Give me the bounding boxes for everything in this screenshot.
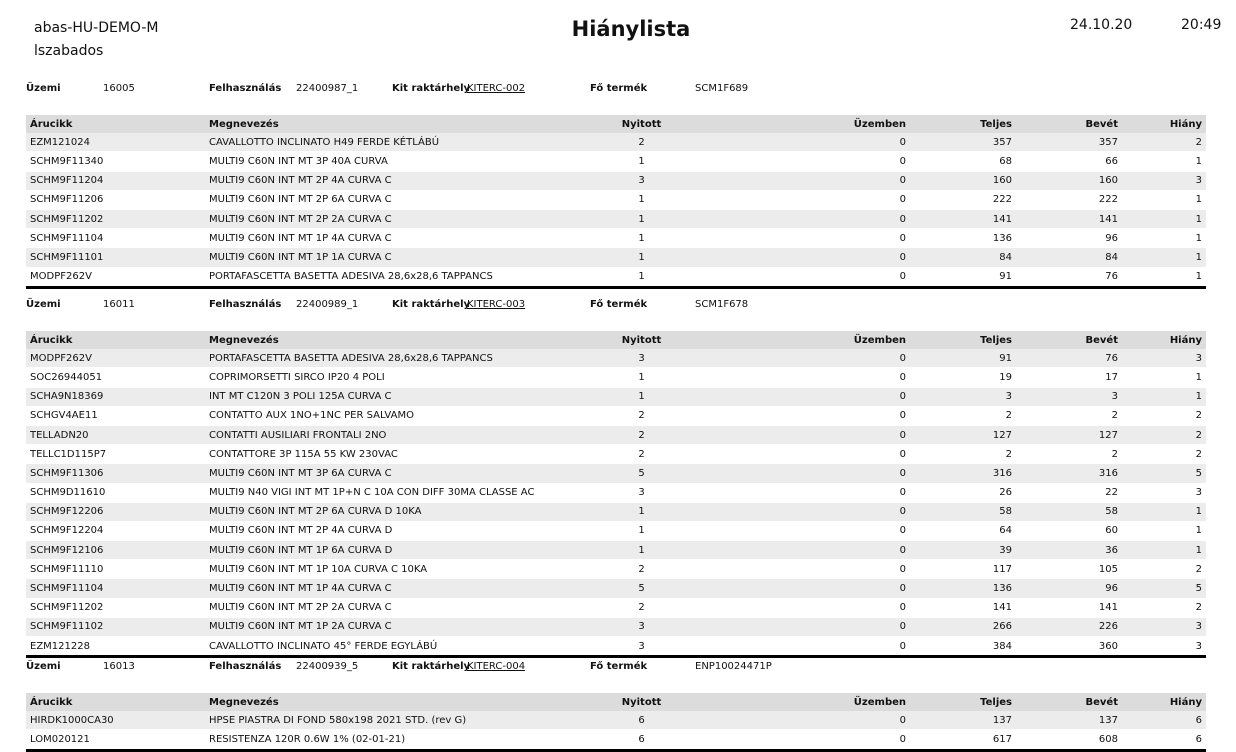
cell-megnevezes: MULTI9 C60N INT MT 2P 4A CURVA D xyxy=(205,521,571,540)
cell-megnevezes: MULTI9 C60N INT MT 2P 2A CURVA C xyxy=(205,209,571,228)
shortage-table xyxy=(26,331,1206,658)
cell-megnevezes: MULTI9 C60N INT MT 2P 6A CURVA C xyxy=(205,190,571,209)
cell-uzemben: 0 xyxy=(712,152,910,171)
table-row xyxy=(26,368,1206,387)
column-header-megnevezes: Megnevezés xyxy=(205,331,571,349)
cell-teljes: 91 xyxy=(910,349,1016,368)
cell-megnevezes: MULTI9 C60N INT MT 1P 4A CURVA C xyxy=(205,229,571,248)
column-header-hiany: Hiány xyxy=(1122,331,1206,349)
cell-bevet: 96 xyxy=(1016,229,1122,248)
cell-teljes: 19 xyxy=(910,368,1016,387)
cell-teljes: 39 xyxy=(910,541,1016,560)
cell-nyitott: 3 xyxy=(571,349,712,368)
cell-bevet: 96 xyxy=(1016,579,1122,598)
cell-bevet: 2 xyxy=(1016,445,1122,464)
cell-hiany: 6 xyxy=(1122,711,1206,730)
cell-megnevezes: MULTI9 C60N INT MT 1P 6A CURVA D xyxy=(205,541,571,560)
cell-arucikk: SCHM9F12204 xyxy=(26,521,205,540)
table-header-row xyxy=(26,115,1206,133)
cell-arucikk: SCHGV4AE11 xyxy=(26,406,205,425)
cell-megnevezes: INT MT C120N 3 POLI 125A CURVA C xyxy=(205,387,571,406)
cell-arucikk: SCHA9N18369 xyxy=(26,387,205,406)
cell-teljes: 64 xyxy=(910,521,1016,540)
cell-teljes: 222 xyxy=(910,190,1016,209)
cell-bevet: 608 xyxy=(1016,730,1122,750)
cell-teljes: 84 xyxy=(910,248,1016,267)
cell-bevet: 222 xyxy=(1016,190,1122,209)
cell-uzemben: 0 xyxy=(712,579,910,598)
cell-hiany: 1 xyxy=(1122,267,1206,287)
table-row xyxy=(26,521,1206,540)
uzemi-value: 16011 xyxy=(103,299,135,310)
cell-hiany: 3 xyxy=(1122,483,1206,502)
cell-uzemben: 0 xyxy=(712,349,910,368)
cell-hiany: 3 xyxy=(1122,637,1206,657)
uzemi-label: Üzemi xyxy=(26,299,61,310)
column-header-bevet: Bevét xyxy=(1016,115,1122,133)
uzemi-label: Üzemi xyxy=(26,661,61,672)
cell-teljes: 26 xyxy=(910,483,1016,502)
cell-uzemben: 0 xyxy=(712,637,910,657)
cell-teljes: 141 xyxy=(910,209,1016,228)
cell-uzemben: 0 xyxy=(712,483,910,502)
cell-arucikk: SCHM9F11340 xyxy=(26,152,205,171)
table-row xyxy=(26,349,1206,368)
cell-hiany: 2 xyxy=(1122,445,1206,464)
cell-hiany: 1 xyxy=(1122,521,1206,540)
fotermek-label: Fő termék xyxy=(590,299,648,310)
kit-label: Kit raktárhely xyxy=(392,299,471,310)
column-header-uzemben: Üzemben xyxy=(712,693,910,711)
cell-nyitott: 1 xyxy=(571,521,712,540)
cell-bevet: 66 xyxy=(1016,152,1122,171)
cell-megnevezes: MULTI9 C60N INT MT 2P 4A CURVA C xyxy=(205,171,571,190)
cell-bevet: 60 xyxy=(1016,521,1122,540)
column-header-teljes: Teljes xyxy=(910,115,1016,133)
column-header-megnevezes: Megnevezés xyxy=(205,693,571,711)
cell-uzemben: 0 xyxy=(712,209,910,228)
column-header-bevet: Bevét xyxy=(1016,331,1122,349)
kit-label: Kit raktárhely xyxy=(392,83,471,94)
cell-teljes: 2 xyxy=(910,445,1016,464)
cell-bevet: 226 xyxy=(1016,617,1122,636)
cell-bevet: 76 xyxy=(1016,267,1122,287)
kit-link[interactable]: KITERC-002 xyxy=(467,83,526,94)
cell-nyitott: 2 xyxy=(571,598,712,617)
table-row xyxy=(26,152,1206,171)
cell-nyitott: 1 xyxy=(571,209,712,228)
cell-uzemben: 0 xyxy=(712,598,910,617)
table-row xyxy=(26,171,1206,190)
cell-arucikk: EZM121228 xyxy=(26,637,205,657)
cell-hiany: 1 xyxy=(1122,541,1206,560)
cell-uzemben: 0 xyxy=(712,248,910,267)
cell-hiany: 1 xyxy=(1122,248,1206,267)
table-row xyxy=(26,598,1206,617)
cell-megnevezes: HPSE PIASTRA DI FOND 580x198 2021 STD. (rev G) xyxy=(205,711,571,730)
report-section xyxy=(26,657,1206,752)
cell-arucikk: SCHM9F11306 xyxy=(26,464,205,483)
cell-bevet: 141 xyxy=(1016,598,1122,617)
cell-uzemben: 0 xyxy=(712,502,910,521)
column-header-nyitott: Nyitott xyxy=(571,331,712,349)
column-header-bevet: Bevét xyxy=(1016,693,1122,711)
column-header-uzemben: Üzemben xyxy=(712,331,910,349)
cell-teljes: 141 xyxy=(910,598,1016,617)
cell-arucikk: TELLC1D115P7 xyxy=(26,445,205,464)
cell-megnevezes: CAVALLOTTO INCLINATO 45° FERDE EGYLÁBÚ xyxy=(205,637,571,657)
table-row xyxy=(26,483,1206,502)
table-row xyxy=(26,133,1206,152)
fotermek-value: SCM1F678 xyxy=(695,299,749,310)
cell-arucikk: MODPF262V xyxy=(26,349,205,368)
felhasznalas-label: Felhasználás xyxy=(209,661,282,672)
cell-uzemben: 0 xyxy=(712,171,910,190)
cell-nyitott: 1 xyxy=(571,229,712,248)
fotermek-label: Fő termék xyxy=(590,83,648,94)
cell-nyitott: 1 xyxy=(571,387,712,406)
cell-bevet: 141 xyxy=(1016,209,1122,228)
cell-hiany: 1 xyxy=(1122,229,1206,248)
column-header-nyitott: Nyitott xyxy=(571,693,712,711)
cell-teljes: 3 xyxy=(910,387,1016,406)
cell-teljes: 357 xyxy=(910,133,1016,152)
cell-hiany: 5 xyxy=(1122,579,1206,598)
column-header-arucikk: Árucikk xyxy=(26,693,205,711)
cell-arucikk: SCHM9F11202 xyxy=(26,598,205,617)
column-header-hiany: Hiány xyxy=(1122,693,1206,711)
table-row xyxy=(26,560,1206,579)
cell-teljes: 117 xyxy=(910,560,1016,579)
cell-arucikk: SCHM9F11104 xyxy=(26,579,205,598)
cell-uzemben: 0 xyxy=(712,368,910,387)
report-time: 20:49 xyxy=(1181,17,1222,33)
kit-label: Kit raktárhely xyxy=(392,661,471,672)
felhasznalas-label: Felhasználás xyxy=(209,299,282,310)
cell-hiany: 1 xyxy=(1122,368,1206,387)
cell-uzemben: 0 xyxy=(712,464,910,483)
cell-megnevezes: PORTAFASCETTA BASETTA ADESIVA 28,6x28,6 TAPPANCS xyxy=(205,267,571,287)
column-header-teljes: Teljes xyxy=(910,693,1016,711)
cell-arucikk: HIRDK1000CA30 xyxy=(26,711,205,730)
cell-teljes: 617 xyxy=(910,730,1016,750)
cell-uzemben: 0 xyxy=(712,229,910,248)
cell-arucikk: SCHM9D11610 xyxy=(26,483,205,502)
cell-nyitott: 1 xyxy=(571,541,712,560)
cell-uzemben: 0 xyxy=(712,267,910,287)
felhasznalas-value: 22400989_1 xyxy=(296,299,359,310)
cell-uzemben: 0 xyxy=(712,541,910,560)
cell-teljes: 136 xyxy=(910,579,1016,598)
fotermek-value: SCM1F689 xyxy=(695,83,749,94)
uzemi-value: 16005 xyxy=(103,83,135,94)
shortage-table xyxy=(26,115,1206,289)
cell-uzemben: 0 xyxy=(712,445,910,464)
cell-megnevezes: MULTI9 C60N INT MT 1P 2A CURVA C xyxy=(205,617,571,636)
cell-teljes: 58 xyxy=(910,502,1016,521)
cell-teljes: 68 xyxy=(910,152,1016,171)
cell-megnevezes: MULTI9 C60N INT MT 2P 6A CURVA D 10KA xyxy=(205,502,571,521)
cell-hiany: 2 xyxy=(1122,406,1206,425)
cell-nyitott: 3 xyxy=(571,171,712,190)
cell-arucikk: SCHM9F11101 xyxy=(26,248,205,267)
cell-hiany: 2 xyxy=(1122,133,1206,152)
cell-hiany: 1 xyxy=(1122,190,1206,209)
cell-hiany: 1 xyxy=(1122,502,1206,521)
cell-bevet: 76 xyxy=(1016,349,1122,368)
cell-arucikk: MODPF262V xyxy=(26,267,205,287)
cell-teljes: 137 xyxy=(910,711,1016,730)
cell-hiany: 2 xyxy=(1122,425,1206,444)
cell-megnevezes: CONTATTO AUX 1NO+1NC PER SALVAMO xyxy=(205,406,571,425)
cell-bevet: 36 xyxy=(1016,541,1122,560)
cell-teljes: 136 xyxy=(910,229,1016,248)
section-meta xyxy=(26,79,1206,115)
cell-teljes: 127 xyxy=(910,425,1016,444)
report-section xyxy=(26,79,1206,289)
cell-arucikk: SCHM9F12106 xyxy=(26,541,205,560)
cell-uzemben: 0 xyxy=(712,406,910,425)
cell-bevet: 137 xyxy=(1016,711,1122,730)
table-row xyxy=(26,730,1206,750)
cell-hiany: 5 xyxy=(1122,464,1206,483)
table-row xyxy=(26,267,1206,287)
report-date: 24.10.20 xyxy=(1070,17,1133,33)
cell-nyitott: 2 xyxy=(571,133,712,152)
cell-megnevezes: CONTATTI AUSILIARI FRONTALI 2NO xyxy=(205,425,571,444)
cell-hiany: 2 xyxy=(1122,598,1206,617)
fotermek-label: Fő termék xyxy=(590,661,648,672)
cell-arucikk: SCHM9F11102 xyxy=(26,617,205,636)
cell-nyitott: 6 xyxy=(571,711,712,730)
section-meta xyxy=(26,657,1206,693)
cell-nyitott: 3 xyxy=(571,483,712,502)
column-header-nyitott: Nyitott xyxy=(571,115,712,133)
table-row xyxy=(26,406,1206,425)
cell-nyitott: 2 xyxy=(571,425,712,444)
table-row xyxy=(26,464,1206,483)
felhasznalas-value: 22400987_1 xyxy=(296,83,359,94)
cell-megnevezes: MULTI9 C60N INT MT 1P 4A CURVA C xyxy=(205,579,571,598)
column-header-hiany: Hiány xyxy=(1122,115,1206,133)
table-row xyxy=(26,711,1206,730)
column-header-arucikk: Árucikk xyxy=(26,331,205,349)
table-row xyxy=(26,637,1206,657)
cell-teljes: 384 xyxy=(910,637,1016,657)
cell-nyitott: 6 xyxy=(571,730,712,750)
cell-nyitott: 2 xyxy=(571,406,712,425)
fotermek-value: ENP10024471P xyxy=(695,661,772,672)
section-meta xyxy=(26,295,1206,331)
cell-teljes: 266 xyxy=(910,617,1016,636)
cell-arucikk: SCHM9F11206 xyxy=(26,190,205,209)
cell-arucikk: SOC26944051 xyxy=(26,368,205,387)
cell-megnevezes: CAVALLOTTO INCLINATO H49 FERDE KÉTLÁBÚ xyxy=(205,133,571,152)
cell-bevet: 17 xyxy=(1016,368,1122,387)
cell-megnevezes: MULTI9 C60N INT MT 3P 6A CURVA C xyxy=(205,464,571,483)
table-header-row xyxy=(26,331,1206,349)
cell-nyitott: 3 xyxy=(571,617,712,636)
cell-bevet: 22 xyxy=(1016,483,1122,502)
cell-hiany: 3 xyxy=(1122,349,1206,368)
cell-megnevezes: CONTATTORE 3P 115A 55 KW 230VAC xyxy=(205,445,571,464)
table-header-row xyxy=(26,693,1206,711)
table-row xyxy=(26,541,1206,560)
uzemi-label: Üzemi xyxy=(26,83,61,94)
table-row xyxy=(26,502,1206,521)
cell-nyitott: 2 xyxy=(571,445,712,464)
cell-arucikk: SCHM9F11204 xyxy=(26,171,205,190)
cell-megnevezes: RESISTENZA 120R 0.6W 1% (02-01-21) xyxy=(205,730,571,750)
company-name: abas-HU-DEMO-M xyxy=(34,20,159,36)
cell-arucikk: SCHM9F11110 xyxy=(26,560,205,579)
cell-bevet: 84 xyxy=(1016,248,1122,267)
table-row xyxy=(26,387,1206,406)
table-row xyxy=(26,209,1206,228)
cell-megnevezes: MULTI9 C60N INT MT 1P 1A CURVA C xyxy=(205,248,571,267)
user-name: lszabados xyxy=(34,43,104,59)
cell-uzemben: 0 xyxy=(712,190,910,209)
cell-hiany: 1 xyxy=(1122,387,1206,406)
report-section xyxy=(26,295,1206,658)
cell-megnevezes: MULTI9 C60N INT MT 1P 10A CURVA C 10KA xyxy=(205,560,571,579)
report-title: Hiánylista xyxy=(571,17,691,41)
cell-uzemben: 0 xyxy=(712,711,910,730)
cell-hiany: 1 xyxy=(1122,209,1206,228)
cell-nyitott: 1 xyxy=(571,368,712,387)
table-row xyxy=(26,425,1206,444)
cell-teljes: 316 xyxy=(910,464,1016,483)
column-header-megnevezes: Megnevezés xyxy=(205,115,571,133)
cell-bevet: 127 xyxy=(1016,425,1122,444)
table-row xyxy=(26,445,1206,464)
cell-uzemben: 0 xyxy=(712,617,910,636)
cell-bevet: 357 xyxy=(1016,133,1122,152)
cell-hiany: 2 xyxy=(1122,560,1206,579)
cell-megnevezes: MULTI9 N40 VIGI INT MT 1P+N C 10A CON DIFF 30MA CLASSE AC xyxy=(205,483,571,502)
cell-hiany: 6 xyxy=(1122,730,1206,750)
cell-nyitott: 3 xyxy=(571,637,712,657)
column-header-teljes: Teljes xyxy=(910,331,1016,349)
cell-nyitott: 2 xyxy=(571,560,712,579)
uzemi-value: 16013 xyxy=(103,661,135,672)
cell-uzemben: 0 xyxy=(712,387,910,406)
table-row xyxy=(26,229,1206,248)
cell-hiany: 3 xyxy=(1122,617,1206,636)
cell-megnevezes: PORTAFASCETTA BASETTA ADESIVA 28,6x28,6 TAPPANCS xyxy=(205,349,571,368)
felhasznalas-value: 22400939_5 xyxy=(296,661,359,672)
column-header-uzemben: Üzemben xyxy=(712,115,910,133)
cell-bevet: 3 xyxy=(1016,387,1122,406)
felhasznalas-label: Felhasználás xyxy=(209,83,282,94)
cell-nyitott: 5 xyxy=(571,579,712,598)
table-row xyxy=(26,617,1206,636)
cell-arucikk: SCHM9F11202 xyxy=(26,209,205,228)
cell-nyitott: 1 xyxy=(571,248,712,267)
cell-nyitott: 5 xyxy=(571,464,712,483)
column-header-arucikk: Árucikk xyxy=(26,115,205,133)
cell-arucikk: EZM121024 xyxy=(26,133,205,152)
cell-bevet: 58 xyxy=(1016,502,1122,521)
cell-nyitott: 1 xyxy=(571,152,712,171)
cell-bevet: 360 xyxy=(1016,637,1122,657)
table-row xyxy=(26,248,1206,267)
cell-arucikk: SCHM9F11104 xyxy=(26,229,205,248)
cell-uzemben: 0 xyxy=(712,133,910,152)
kit-link[interactable]: KITERC-004 xyxy=(467,661,526,672)
table-row xyxy=(26,190,1206,209)
cell-teljes: 2 xyxy=(910,406,1016,425)
cell-nyitott: 1 xyxy=(571,267,712,287)
cell-nyitott: 1 xyxy=(571,502,712,521)
cell-teljes: 91 xyxy=(910,267,1016,287)
cell-arucikk: TELLADN20 xyxy=(26,425,205,444)
cell-teljes: 160 xyxy=(910,171,1016,190)
shortage-table xyxy=(26,693,1206,752)
cell-uzemben: 0 xyxy=(712,521,910,540)
cell-hiany: 3 xyxy=(1122,171,1206,190)
cell-arucikk: SCHM9F12206 xyxy=(26,502,205,521)
table-row xyxy=(26,579,1206,598)
cell-megnevezes: MULTI9 C60N INT MT 3P 40A CURVA xyxy=(205,152,571,171)
kit-link[interactable]: KITERC-003 xyxy=(467,299,526,310)
cell-megnevezes: MULTI9 C60N INT MT 2P 2A CURVA C xyxy=(205,598,571,617)
cell-uzemben: 0 xyxy=(712,560,910,579)
cell-uzemben: 0 xyxy=(712,425,910,444)
cell-bevet: 316 xyxy=(1016,464,1122,483)
cell-bevet: 2 xyxy=(1016,406,1122,425)
cell-arucikk: LOM020121 xyxy=(26,730,205,750)
cell-megnevezes: COPRIMORSETTI SIRCO IP20 4 POLI xyxy=(205,368,571,387)
cell-nyitott: 1 xyxy=(571,190,712,209)
cell-bevet: 160 xyxy=(1016,171,1122,190)
cell-hiany: 1 xyxy=(1122,152,1206,171)
cell-uzemben: 0 xyxy=(712,730,910,750)
cell-bevet: 105 xyxy=(1016,560,1122,579)
